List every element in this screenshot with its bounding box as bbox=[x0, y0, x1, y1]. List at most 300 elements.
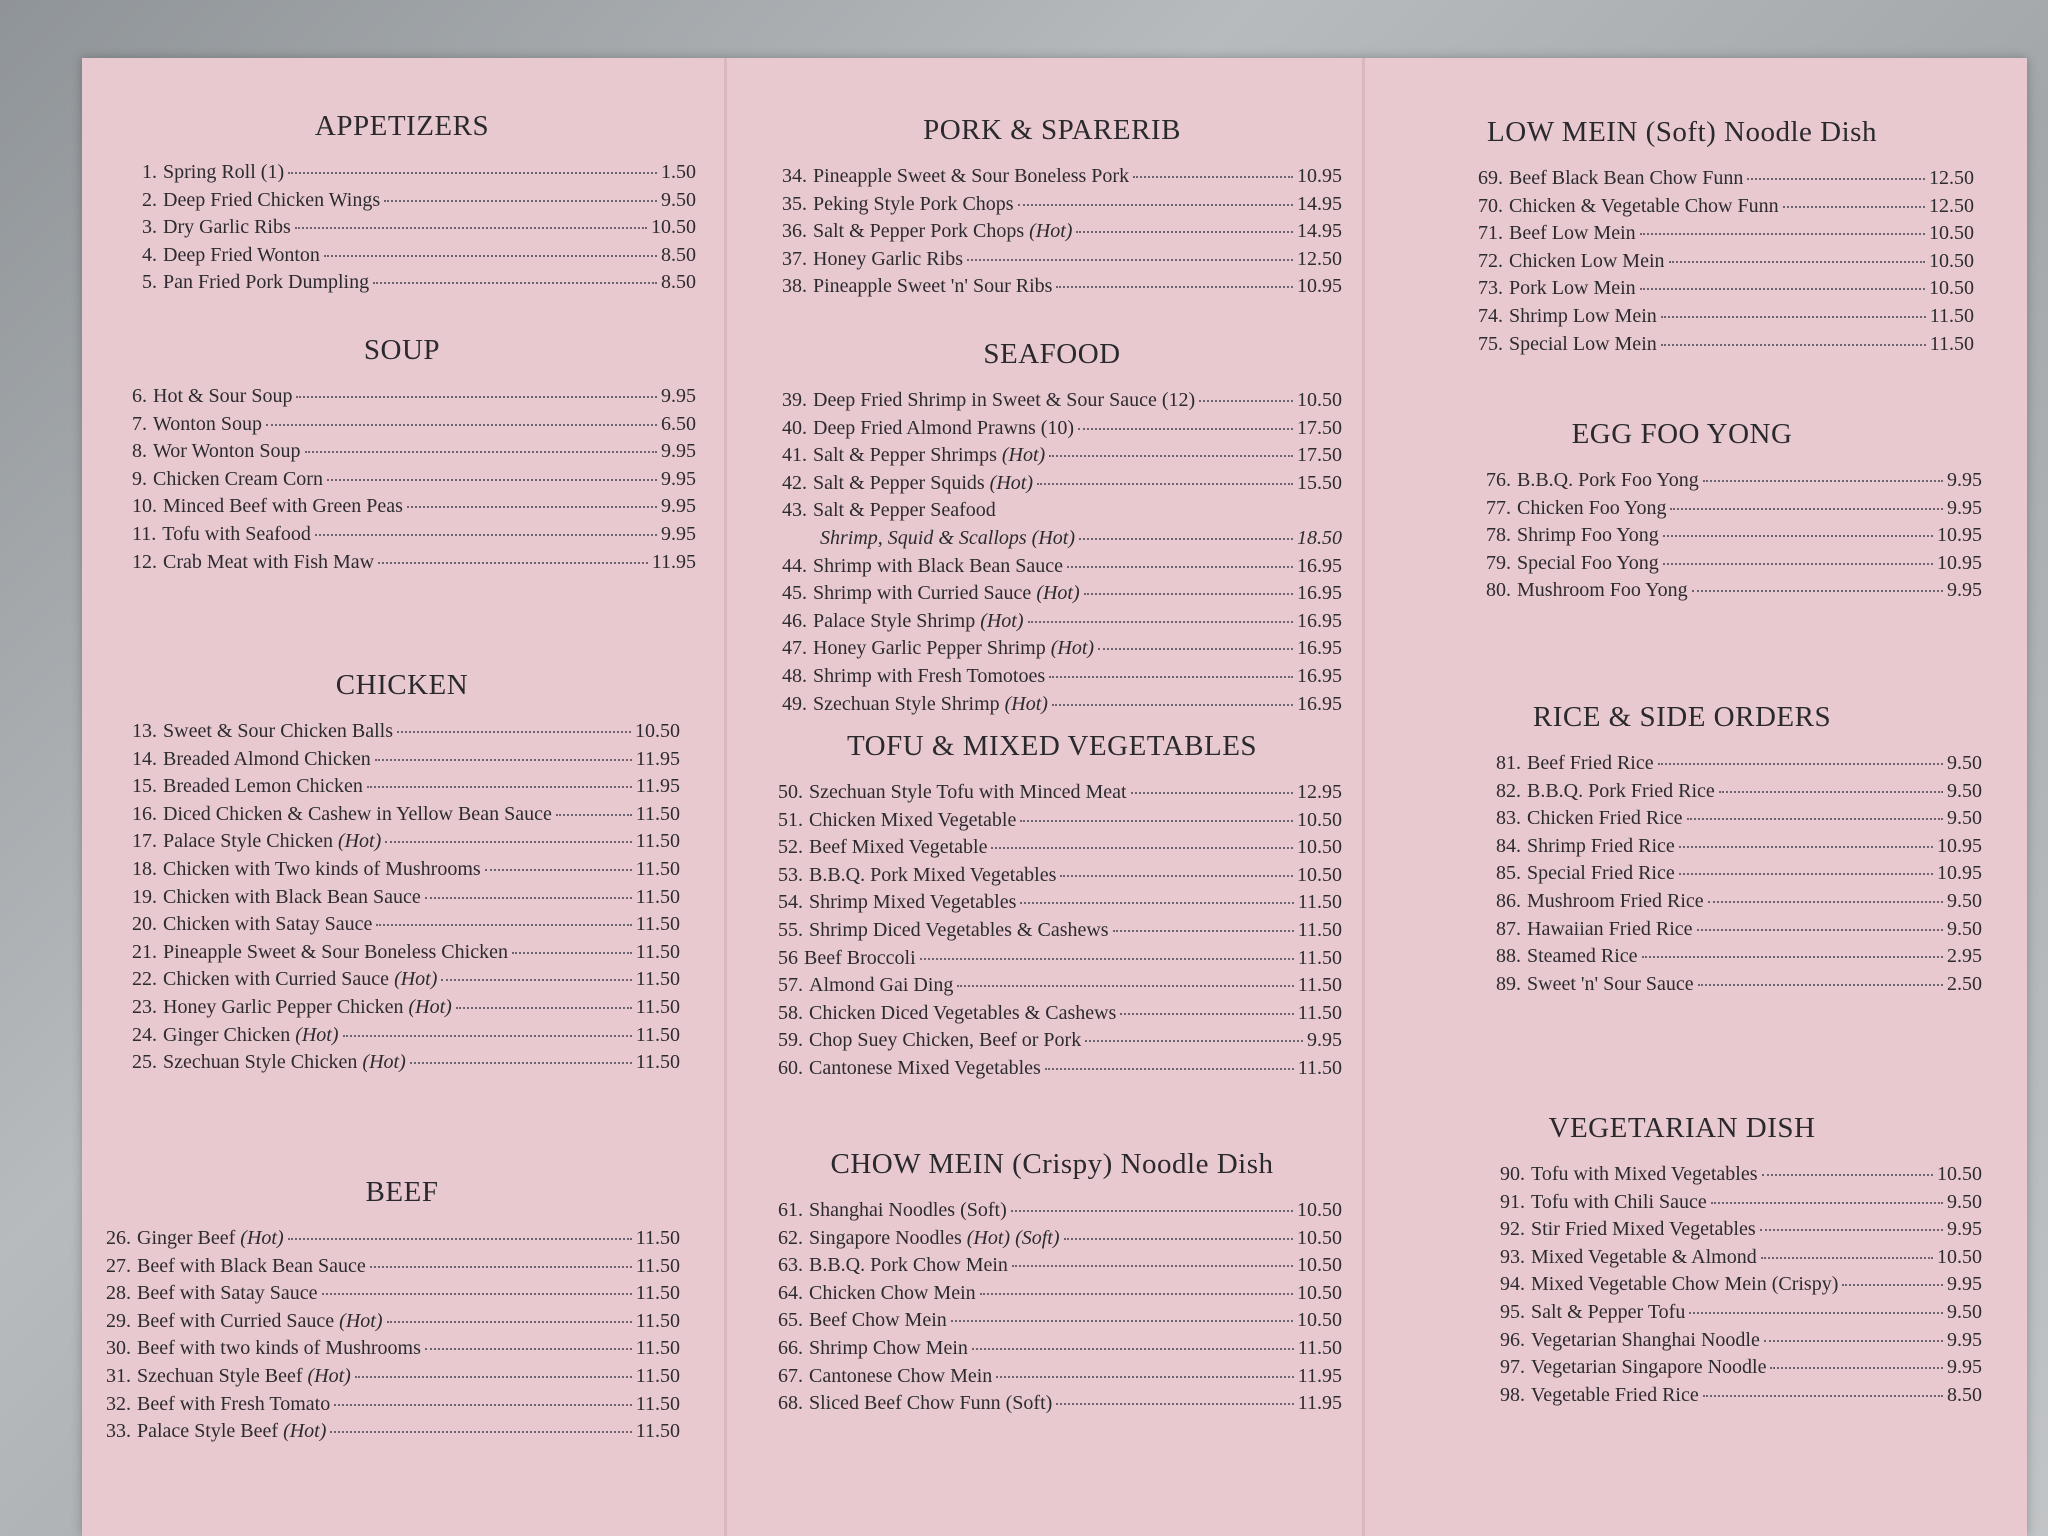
item-name bbox=[163, 773, 363, 801]
menu-item bbox=[782, 691, 1342, 719]
item-spice-note: (Hot) bbox=[283, 1420, 327, 1443]
item-name bbox=[813, 218, 1072, 246]
item-spice-note: (Hot) bbox=[1004, 692, 1048, 715]
item-price: 11.50 bbox=[635, 995, 680, 1018]
item-number: 15. bbox=[132, 775, 157, 798]
item-price: 9.50 bbox=[1947, 889, 1982, 912]
item-name bbox=[163, 856, 481, 884]
dot-leader bbox=[1770, 1367, 1943, 1369]
dot-leader bbox=[1049, 455, 1293, 457]
dot-leader bbox=[1640, 288, 1925, 290]
dot-leader bbox=[1764, 1340, 1943, 1342]
item-number: 50. bbox=[778, 781, 803, 803]
item-number: 29. bbox=[106, 1309, 131, 1332]
dot-leader bbox=[385, 841, 631, 843]
item-name bbox=[163, 911, 372, 939]
menu-item bbox=[778, 1225, 1342, 1253]
item-number: 11. bbox=[132, 522, 157, 545]
menu-item bbox=[782, 497, 1342, 525]
item-price: 11.50 bbox=[635, 830, 680, 853]
item-number: 2. bbox=[142, 188, 157, 211]
item-name bbox=[804, 945, 916, 973]
item-name bbox=[1531, 1382, 1699, 1410]
item-spice-note: (Hot) bbox=[1050, 637, 1095, 660]
section-title: SOUP bbox=[363, 334, 441, 366]
item-name-text: Palace Style Chicken bbox=[163, 830, 333, 853]
item-name bbox=[809, 834, 987, 862]
menu-item bbox=[106, 1335, 680, 1363]
item-number: 21. bbox=[132, 940, 157, 963]
item-name bbox=[1517, 495, 1666, 523]
section-egg-foo-yong bbox=[1382, 418, 1982, 605]
dot-leader bbox=[397, 731, 631, 733]
item-number: 83. bbox=[1496, 807, 1521, 830]
item-price: 11.50 bbox=[1297, 1001, 1342, 1024]
item-name-text: Ginger Chicken bbox=[163, 1023, 291, 1046]
item-name bbox=[813, 191, 1014, 219]
section-appetizers bbox=[102, 110, 702, 297]
item-name-text: Salt & Pepper Squids bbox=[813, 471, 985, 494]
item-price: 12.95 bbox=[1297, 781, 1342, 803]
item-name bbox=[813, 387, 1195, 415]
section-chow-mein bbox=[762, 1148, 1342, 1418]
item-price: 11.50 bbox=[635, 802, 680, 825]
item-number: 67. bbox=[778, 1364, 803, 1387]
item-name-text: Deep Fried Wonton bbox=[163, 243, 320, 266]
dot-leader bbox=[288, 1238, 632, 1240]
menu-item bbox=[106, 1363, 680, 1391]
item-number: 73. bbox=[1478, 277, 1503, 300]
item-name-text: Palace Style Beef bbox=[137, 1420, 279, 1443]
menu-item bbox=[782, 635, 1342, 663]
item-name-text: Shrimp Low Mein bbox=[1509, 304, 1657, 327]
section-title: RICE & SIDE ORDERS bbox=[1532, 701, 1832, 733]
item-price: 9.50 bbox=[1947, 752, 1982, 774]
dot-leader bbox=[1642, 956, 1943, 958]
item-number: 68. bbox=[778, 1392, 803, 1415]
item-number: 63. bbox=[778, 1254, 803, 1277]
item-name-text: Singapore Noodles bbox=[809, 1226, 962, 1249]
item-name bbox=[163, 493, 403, 521]
menu-item bbox=[778, 834, 1342, 862]
item-name bbox=[163, 159, 284, 187]
item-number: 42. bbox=[782, 471, 807, 494]
menu-item bbox=[132, 828, 680, 856]
item-name-text: Mixed Vegetable Chow Mein (Crispy) bbox=[1531, 1273, 1839, 1296]
item-name-text: Shrimp with Black Bean Sauce bbox=[813, 554, 1063, 577]
item-name bbox=[813, 691, 1048, 719]
item-price: 11.50 bbox=[1297, 974, 1342, 997]
item-name-text: Mushroom Fried Rice bbox=[1527, 889, 1704, 912]
item-price: 11.50 bbox=[1929, 304, 1974, 327]
item-name-text: Almond Gai Ding bbox=[809, 974, 954, 997]
item-name bbox=[809, 1197, 1007, 1225]
item-price: 10.95 bbox=[1937, 524, 1982, 547]
item-number: 88. bbox=[1496, 945, 1521, 968]
dot-leader bbox=[1708, 901, 1943, 903]
item-name-text: Salt & Pepper Tofu bbox=[1531, 1300, 1686, 1323]
menu-item bbox=[782, 191, 1342, 219]
item-price: 8.50 bbox=[661, 271, 696, 294]
dot-leader bbox=[373, 282, 657, 284]
item-name-text: Beef with Satay Sauce bbox=[137, 1282, 318, 1305]
menu-item bbox=[1486, 467, 1982, 495]
item-name bbox=[813, 608, 1024, 636]
item-spice-note: (Hot) bbox=[1036, 582, 1080, 605]
item-name bbox=[163, 966, 437, 994]
item-name-text: Beef Low Mein bbox=[1509, 222, 1636, 245]
dot-leader bbox=[370, 1266, 632, 1268]
item-name-text: Special Low Mein bbox=[1509, 332, 1657, 355]
item-name bbox=[1527, 971, 1694, 999]
item-name bbox=[809, 1307, 947, 1335]
item-name-text: B.B.Q. Pork Fried Rice bbox=[1527, 779, 1715, 802]
item-price: 9.95 bbox=[1947, 579, 1982, 602]
item-name bbox=[1517, 467, 1699, 495]
section-title: VEGETARIAN DISH bbox=[1548, 1112, 1816, 1144]
item-number: 85. bbox=[1496, 862, 1521, 885]
dot-leader bbox=[441, 979, 631, 981]
item-price: 9.95 bbox=[1947, 496, 1982, 519]
section-title: CHOW MEIN (Crispy) Noodle Dish bbox=[830, 1148, 1274, 1180]
item-number: 51. bbox=[778, 808, 803, 831]
item-number: 36. bbox=[782, 220, 807, 243]
menu-item bbox=[782, 415, 1342, 443]
dot-leader bbox=[1018, 204, 1293, 206]
dot-leader bbox=[1669, 261, 1925, 263]
item-name-text: Special Foo Yong bbox=[1517, 551, 1659, 574]
item-price: 12.50 bbox=[1929, 194, 1974, 217]
menu-item bbox=[1496, 916, 1982, 944]
item-price: 9.95 bbox=[661, 495, 696, 518]
item-name-text: Shrimp Fried Rice bbox=[1527, 834, 1675, 857]
item-name bbox=[820, 525, 1075, 553]
item-name bbox=[162, 521, 311, 549]
item-name bbox=[163, 718, 393, 746]
item-list bbox=[762, 779, 1342, 1083]
item-number: 56 bbox=[778, 946, 798, 969]
menu-item bbox=[1500, 1382, 1982, 1410]
item-number: 94. bbox=[1500, 1273, 1525, 1296]
dot-leader bbox=[1698, 984, 1943, 986]
item-name bbox=[1509, 331, 1657, 359]
item-name bbox=[1509, 303, 1657, 331]
item-number: 65. bbox=[778, 1309, 803, 1332]
section-title: TOFU & MIXED VEGETABLES bbox=[846, 730, 1258, 762]
item-price: 9.95 bbox=[661, 467, 696, 490]
menu-item bbox=[782, 273, 1342, 301]
menu-item bbox=[1486, 522, 1982, 550]
menu-item bbox=[132, 856, 680, 884]
item-price: 2.50 bbox=[1947, 972, 1982, 995]
dot-leader bbox=[957, 985, 1293, 987]
item-number: 71. bbox=[1478, 222, 1503, 245]
menu-item bbox=[142, 187, 696, 215]
menu-item bbox=[778, 945, 1342, 973]
item-list bbox=[762, 387, 1342, 718]
menu-item bbox=[1478, 303, 1974, 331]
dot-leader bbox=[367, 786, 632, 788]
dot-leader bbox=[334, 1404, 632, 1406]
menu-item bbox=[106, 1225, 680, 1253]
item-name-text: Shrimp with Fresh Tomotoes bbox=[813, 664, 1046, 687]
item-number: 48. bbox=[782, 664, 807, 687]
item-spice-note: (Hot) bbox=[408, 995, 452, 1018]
item-name bbox=[1531, 1354, 1766, 1382]
dot-leader bbox=[1747, 178, 1925, 180]
item-name-text: Beef Chow Mein bbox=[809, 1309, 947, 1332]
menu-item bbox=[1496, 805, 1982, 833]
menu-item bbox=[132, 994, 680, 1022]
item-price: 10.50 bbox=[1297, 389, 1342, 411]
item-name-text: Honey Garlic Pepper Chicken bbox=[163, 995, 404, 1018]
menu-item bbox=[132, 746, 680, 774]
item-number: 5. bbox=[142, 271, 157, 294]
dot-leader bbox=[1199, 400, 1293, 402]
dot-leader bbox=[1719, 791, 1943, 793]
item-name bbox=[137, 1418, 326, 1446]
fold-line bbox=[724, 58, 727, 1536]
menu-item bbox=[778, 779, 1342, 807]
item-name-text: Chicken with Two kinds of Mushrooms bbox=[163, 857, 481, 880]
dot-leader bbox=[410, 1062, 632, 1064]
item-name-text: Chicken Cream Corn bbox=[153, 467, 323, 490]
item-price: 15.50 bbox=[1297, 471, 1342, 494]
item-number: 95. bbox=[1500, 1300, 1525, 1323]
item-name bbox=[137, 1280, 318, 1308]
item-name bbox=[1531, 1189, 1707, 1217]
item-name-text: Shrimp Mixed Vegetables bbox=[809, 891, 1017, 914]
item-name-text: Salt & Pepper Shrimps bbox=[813, 444, 997, 467]
item-name bbox=[1509, 275, 1636, 303]
item-spice-note: (Hot) bbox=[339, 1309, 383, 1332]
item-name-text: B.B.Q. Pork Foo Yong bbox=[1517, 469, 1699, 491]
item-price: 10.95 bbox=[1937, 862, 1982, 885]
item-name bbox=[809, 1363, 992, 1391]
item-price: 9.50 bbox=[1947, 779, 1982, 802]
item-name-text: B.B.Q. Pork Mixed Vegetables bbox=[809, 863, 1057, 886]
item-name-text: Beef Broccoli bbox=[804, 946, 916, 969]
item-name-text: Special Fried Rice bbox=[1527, 862, 1675, 885]
item-name-text: Vegetable Fried Rice bbox=[1531, 1383, 1699, 1406]
item-name-text: Szechuan Style Chicken bbox=[163, 1051, 358, 1074]
item-name bbox=[809, 972, 953, 1000]
dot-leader bbox=[1658, 763, 1943, 765]
item-name-text: Spring Roll (1) bbox=[163, 161, 285, 183]
item-name-text: Beef with two kinds of Mushrooms bbox=[137, 1337, 421, 1360]
item-price: 10.50 bbox=[1297, 1254, 1342, 1277]
item-price: 10.95 bbox=[1297, 275, 1342, 298]
item-name-text: Stir Fried Mixed Vegetables bbox=[1531, 1218, 1756, 1241]
menu-item bbox=[1500, 1354, 1982, 1382]
item-name bbox=[163, 884, 421, 912]
item-list bbox=[102, 718, 702, 1077]
item-number: 46. bbox=[782, 609, 807, 632]
item-price: 11.95 bbox=[635, 775, 680, 798]
item-name bbox=[813, 470, 1033, 498]
item-name-text: Pineapple Sweet & Sour Boneless Pork bbox=[813, 165, 1130, 187]
item-number: 59. bbox=[778, 1029, 803, 1052]
item-name bbox=[1531, 1216, 1756, 1244]
menu-item bbox=[778, 889, 1342, 917]
item-price: 11.50 bbox=[1929, 332, 1974, 355]
menu-item bbox=[1500, 1189, 1982, 1217]
item-name-text: Pan Fried Pork Dumpling bbox=[163, 271, 370, 294]
dot-leader bbox=[991, 847, 1293, 849]
menu-item bbox=[782, 470, 1342, 498]
menu-item bbox=[778, 1197, 1342, 1225]
dot-leader bbox=[1078, 428, 1293, 430]
item-price: 10.95 bbox=[1937, 834, 1982, 857]
item-name bbox=[813, 246, 963, 274]
dot-leader bbox=[266, 424, 657, 426]
item-name bbox=[1509, 220, 1636, 248]
item-name-text: Tofu with Mixed Vegetables bbox=[1531, 1163, 1758, 1185]
item-name-text: Tofu with Seafood bbox=[162, 522, 311, 545]
section-title: PORK & SPARERIB bbox=[923, 114, 1181, 146]
dot-leader bbox=[1679, 846, 1933, 848]
section-tofu bbox=[762, 730, 1342, 1083]
item-number: 4. bbox=[142, 243, 157, 266]
item-list bbox=[1382, 467, 1982, 605]
item-price: 10.50 bbox=[1929, 249, 1974, 272]
item-name bbox=[813, 635, 1094, 663]
menu-item bbox=[1496, 860, 1982, 888]
item-price: 11.50 bbox=[635, 1254, 680, 1277]
menu-item bbox=[782, 442, 1342, 470]
item-name-text: Diced Chicken & Cashew in Yellow Bean Sauce bbox=[163, 802, 552, 825]
item-name-text: Wor Wonton Soup bbox=[153, 440, 301, 463]
item-spice-note: (Hot) (Soft) bbox=[966, 1226, 1060, 1249]
menu-item bbox=[132, 466, 696, 494]
dot-leader bbox=[1703, 1395, 1943, 1397]
item-name-text: Deep Fried Shrimp in Sweet & Sour Sauce (12) bbox=[813, 389, 1196, 411]
item-number: 23. bbox=[132, 995, 157, 1018]
item-name bbox=[809, 779, 1127, 807]
item-number: 10. bbox=[132, 495, 157, 518]
item-number: 62. bbox=[778, 1226, 803, 1249]
item-number: 97. bbox=[1500, 1356, 1525, 1379]
item-price: 11.50 bbox=[635, 1227, 680, 1249]
item-name-text: Szechuan Style Shrimp bbox=[813, 692, 1000, 715]
item-name bbox=[813, 415, 1074, 443]
menu-item bbox=[1496, 778, 1982, 806]
item-name-text: Crab Meat with Fish Maw bbox=[163, 550, 375, 573]
dot-leader bbox=[1133, 176, 1293, 178]
dot-leader bbox=[1663, 535, 1933, 537]
fold-line bbox=[1362, 58, 1365, 1536]
item-spice-note: (Hot) bbox=[989, 471, 1033, 494]
item-price: 16.95 bbox=[1297, 692, 1342, 715]
item-number: 79. bbox=[1486, 551, 1511, 574]
menu-item bbox=[106, 1391, 680, 1419]
item-list bbox=[102, 159, 702, 297]
menu-item bbox=[782, 525, 1342, 553]
item-name bbox=[137, 1363, 351, 1391]
item-number: 16. bbox=[132, 802, 157, 825]
item-name-text: Cantonese Mixed Vegetables bbox=[809, 1056, 1041, 1079]
section-soup bbox=[102, 334, 702, 576]
item-name bbox=[137, 1335, 421, 1363]
item-name-text: Pineapple Sweet & Sour Boneless Chicken bbox=[163, 940, 508, 963]
menu-item bbox=[132, 1049, 680, 1077]
dot-leader bbox=[1020, 820, 1293, 822]
dot-leader bbox=[1011, 1210, 1293, 1212]
item-price: 10.50 bbox=[635, 720, 680, 742]
item-price: 9.50 bbox=[1947, 807, 1982, 830]
item-number: 93. bbox=[1500, 1245, 1525, 1268]
item-price: 17.50 bbox=[1297, 416, 1342, 439]
item-name bbox=[1531, 1161, 1758, 1189]
menu-item bbox=[782, 246, 1342, 274]
item-number: 66. bbox=[778, 1336, 803, 1359]
item-number: 60. bbox=[778, 1056, 803, 1079]
item-number: 35. bbox=[782, 192, 807, 215]
dot-leader bbox=[1131, 792, 1293, 794]
item-spice-note: (Hot) bbox=[980, 609, 1024, 632]
item-name bbox=[1527, 916, 1693, 944]
item-name-text: Mushroom Foo Yong bbox=[1517, 579, 1688, 602]
menu-item bbox=[778, 1363, 1342, 1391]
dot-leader bbox=[1076, 231, 1293, 233]
item-price: 10.50 bbox=[1297, 1226, 1342, 1249]
item-price: 9.95 bbox=[1947, 1273, 1982, 1296]
item-price: 11.50 bbox=[1297, 946, 1342, 969]
dot-leader bbox=[407, 506, 657, 508]
menu-item bbox=[1478, 331, 1974, 359]
item-name-text: Cantonese Chow Mein bbox=[809, 1364, 993, 1387]
item-number: 22. bbox=[132, 968, 157, 991]
item-spice-note: (Hot) bbox=[1029, 220, 1073, 243]
item-number: 27. bbox=[106, 1254, 131, 1277]
item-number: 39. bbox=[782, 389, 807, 411]
dot-leader bbox=[322, 1293, 632, 1295]
item-number: 86. bbox=[1496, 889, 1521, 912]
item-name-text: Chicken Low Mein bbox=[1509, 249, 1665, 272]
item-name bbox=[137, 1391, 330, 1419]
menu-item bbox=[132, 1022, 680, 1050]
menu-item bbox=[1486, 577, 1982, 605]
item-name bbox=[163, 242, 320, 270]
item-name-text: Pork Low Mein bbox=[1509, 277, 1636, 300]
dot-leader bbox=[1762, 1174, 1933, 1176]
item-spice-note: (Hot) bbox=[240, 1227, 284, 1249]
menu-item bbox=[1478, 165, 1974, 193]
item-number: 26. bbox=[106, 1227, 131, 1249]
item-number: 78. bbox=[1486, 524, 1511, 547]
menu-item bbox=[778, 1335, 1342, 1363]
item-price: 16.95 bbox=[1297, 554, 1342, 577]
item-number: 30. bbox=[106, 1337, 131, 1360]
item-name-text: Minced Beef with Green Peas bbox=[163, 495, 403, 518]
menu-item bbox=[1496, 833, 1982, 861]
item-price: 10.50 bbox=[1297, 836, 1342, 859]
dot-leader bbox=[384, 200, 657, 202]
item-number: 31. bbox=[106, 1364, 131, 1387]
item-list bbox=[762, 163, 1342, 301]
dot-leader bbox=[1640, 233, 1925, 235]
item-spice-note: (Hot) bbox=[362, 1051, 406, 1074]
item-name bbox=[809, 917, 1109, 945]
item-number: 54. bbox=[778, 891, 803, 914]
item-number: 92. bbox=[1500, 1218, 1525, 1241]
menu-item bbox=[1486, 495, 1982, 523]
item-name bbox=[809, 1225, 1060, 1253]
item-name bbox=[163, 214, 291, 242]
item-name-text: Shrimp, Squid & Scallops (Hot) bbox=[820, 526, 1075, 549]
dot-leader bbox=[1067, 566, 1293, 568]
item-name bbox=[163, 1022, 339, 1050]
